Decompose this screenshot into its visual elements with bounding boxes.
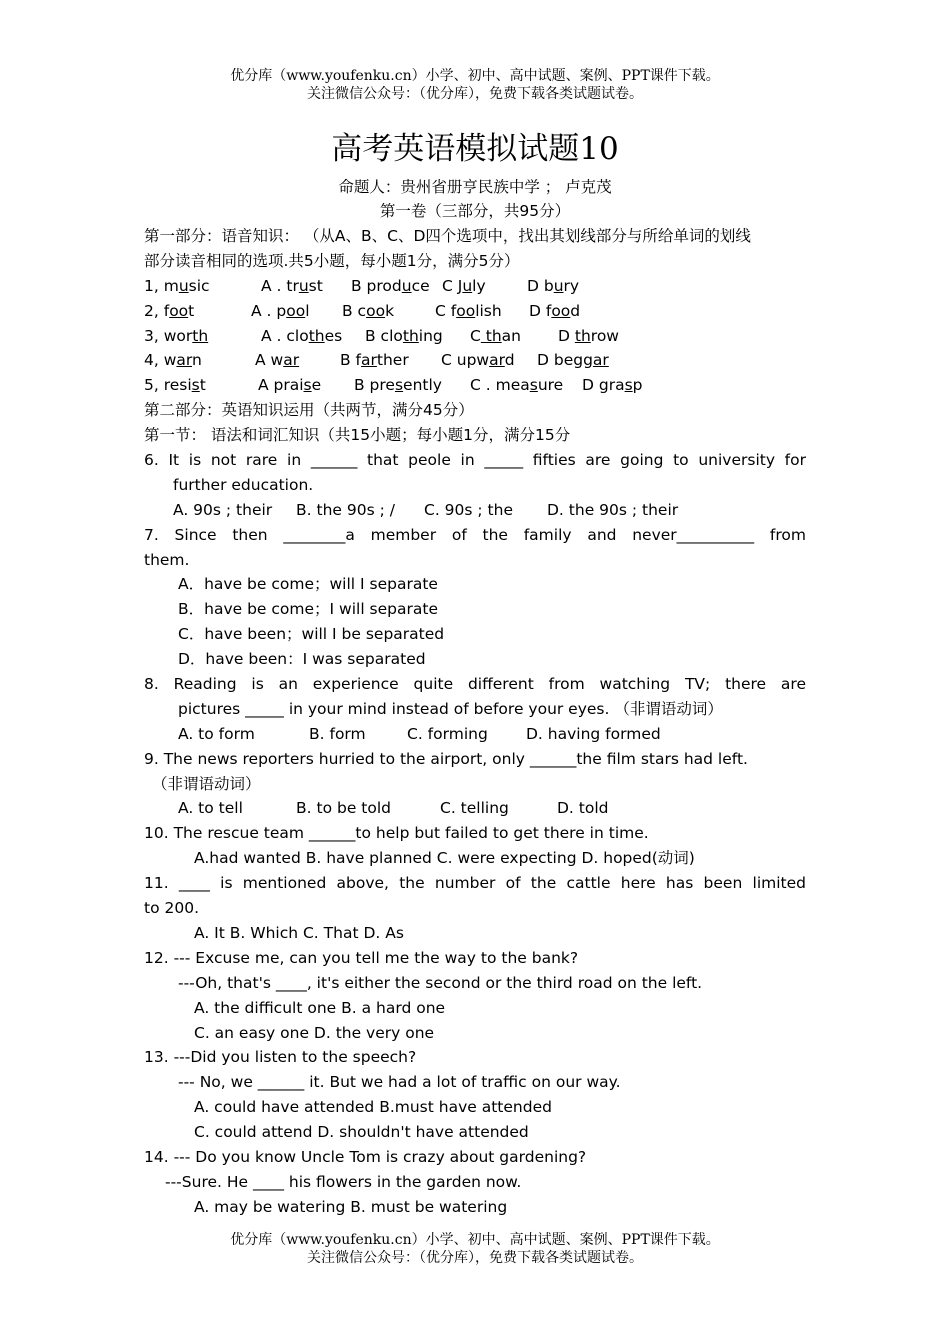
q6-option-d: D. the 90s ; their (547, 500, 679, 519)
question-9-text: 9. The news reporters hurried to the airport, only ______the film stars had left. (144, 749, 748, 768)
question-10-text: 10. The rescue team ______to help but failed to get there in time. (144, 824, 649, 843)
q4-option-c: C upward (441, 351, 515, 370)
q8-option-b: B. form (309, 724, 366, 743)
question-6-options (144, 498, 806, 523)
question-12-text-cont: ---Oh, that's ____, it's either the second or the third road on the left. (178, 973, 703, 992)
question-6-text-cont: further education. (173, 475, 314, 494)
question-8-options (144, 722, 806, 747)
header-line-1: 优分库（www.youfenku.cn）小学、初中、高中试题、案例、PPT课件下载。 (230, 68, 720, 84)
question-13-options-1: A. could have attended B.must have attended (194, 1098, 552, 1117)
q1-option-d: D bury (527, 276, 580, 295)
question-14-text-cont: ---Sure. He ____ his flowers in the garden now. (165, 1172, 522, 1191)
q7-option-d: D．have been：I was separated (178, 650, 426, 669)
q9-option-c: C. telling (440, 799, 509, 818)
phonetics-question-4 (144, 348, 806, 373)
question-12-options-2: C. an easy one D. the very one (194, 1023, 435, 1042)
q6-option-c: C. 90s ; the (424, 500, 513, 519)
q2-option-b: B cook (342, 301, 395, 320)
q9-option-d: D. told (557, 799, 609, 818)
exam-title: 高考英语模拟试题10 (331, 131, 619, 167)
q3-option-c: C than (470, 326, 521, 345)
q5-option-a: A praise (258, 376, 322, 395)
q1-option-a: A . trust (261, 276, 323, 295)
question-7-text-cont: them. (144, 550, 190, 569)
question-14-options-1: A. may be watering B. must be watering (194, 1197, 508, 1216)
q8-option-a: A. to form (178, 724, 255, 743)
question-6-text: 6. It is not rare in ______ that peole in _____ fifties are going to university for (144, 451, 806, 470)
question-12-options-1: A. the difficult one B. a hard one (194, 998, 446, 1017)
q3-option-a: A . clothes (261, 326, 343, 345)
q5-option-d: D grasp (582, 376, 643, 395)
question-7-text: 7. Since then ________a member of the family and never__________ from (144, 525, 806, 544)
footer-line-1: 优分库（www.youfenku.cn）小学、初中、高中试题、案例、PPT课件下载。 (230, 1232, 720, 1248)
q1-option-b: B produce (351, 276, 430, 295)
q4-option-d: D beggar (537, 351, 609, 370)
q7-option-b: B．have be come；I will separate (178, 600, 438, 619)
question-9-options (144, 796, 806, 821)
phonetics-question-1 (144, 274, 806, 299)
header-line-2: 关注微信公众号：（优分库），免费下载各类试题试卷。 (307, 86, 643, 102)
author-line: 命题人：贵州省册亨民族中学 ； 卢克茂 (338, 178, 612, 196)
question-9-text-cont: （非谓语动词） (152, 774, 261, 793)
question-11-options: A. It B. Which C. That D. As (194, 923, 404, 942)
question-11-text: 11. ____ is mentioned above, the number of the cattle here has been limited (144, 874, 806, 893)
volume-line: 第一卷（三部分，共95分） (379, 202, 571, 220)
q8-option-d: D. having formed (526, 724, 661, 743)
q2-option-d: D food (529, 301, 581, 320)
part1-heading: 第一部分：语音知识： （从A、B、C、D四个选项中，找出其划线部分与所给单词的划线 (144, 227, 751, 245)
q5-word: 5, resist (144, 376, 206, 395)
q1-option-c: C July (442, 276, 486, 295)
q1-word: 1, music (144, 276, 210, 295)
q3-option-d: D throw (558, 326, 619, 345)
exam-body (144, 224, 806, 1220)
q4-option-b: B farther (340, 351, 409, 370)
q6-option-b: B. the 90s ; / (296, 500, 395, 519)
q3-word: 3, worth (144, 326, 209, 345)
q2-word: 2, foot (144, 301, 195, 320)
question-14-text: 14. --- Do you know Uncle Tom is crazy about gardening? (144, 1147, 587, 1166)
question-8-text: 8. Reading is an experience quite different from watching TV; there are (144, 675, 806, 694)
q8-option-c: C. forming (407, 724, 488, 743)
q5-option-b: B presently (354, 376, 442, 395)
question-10-options: A.had wanted B. have planned C. were expecting D. hoped(动词) (194, 849, 695, 868)
phonetics-question-3 (144, 324, 806, 349)
question-12-text: 12. --- Excuse me, can you tell me the way to the bank? (144, 948, 579, 967)
question-13-text-cont: --- No, we ______ it. But we had a lot of traffic on our way. (178, 1073, 621, 1092)
q4-word: 4, warn (144, 351, 202, 370)
q6-option-a: A. 90s ; their (173, 500, 273, 519)
q9-option-a: A. to tell (178, 799, 243, 818)
question-11-text-cont: to 200. (144, 899, 199, 918)
q2-option-c: C foolish (435, 301, 502, 320)
phonetics-question-5 (144, 373, 806, 398)
q3-option-b: B clothing (365, 326, 443, 345)
q5-option-c: C . measure (470, 376, 564, 395)
footer-line-2: 关注微信公众号：（优分库），免费下载各类试题试卷。 (307, 1250, 643, 1266)
page-footer (0, 1231, 950, 1267)
page-header (0, 67, 950, 103)
question-13-options-2: C. could attend D. shouldn't have attended (194, 1123, 529, 1142)
phonetics-question-2 (144, 299, 806, 324)
q4-option-a: A war (255, 351, 300, 370)
q2-option-a: A . pool (251, 301, 310, 320)
question-13-text: 13. ---Did you listen to the speech? (144, 1048, 417, 1067)
q9-option-b: B. to be told (296, 799, 391, 818)
part1-heading-cont: 部分读音相同的选项.共5小题，每小题1分，满分5分） (144, 251, 520, 270)
part2-heading: 第二部分：英语知识运用（共两节，满分45分） (144, 401, 474, 420)
question-8-text-cont: pictures _____ in your mind instead of before your eyes. （非谓语动词） (178, 699, 723, 718)
q7-option-c: C．have been；will I be separated (178, 625, 445, 644)
section1-heading: 第一节： 语法和词汇知识（共15小题；每小题1分，满分15分 (144, 426, 571, 445)
q7-option-a: A．have be come；will I separate (178, 575, 438, 594)
